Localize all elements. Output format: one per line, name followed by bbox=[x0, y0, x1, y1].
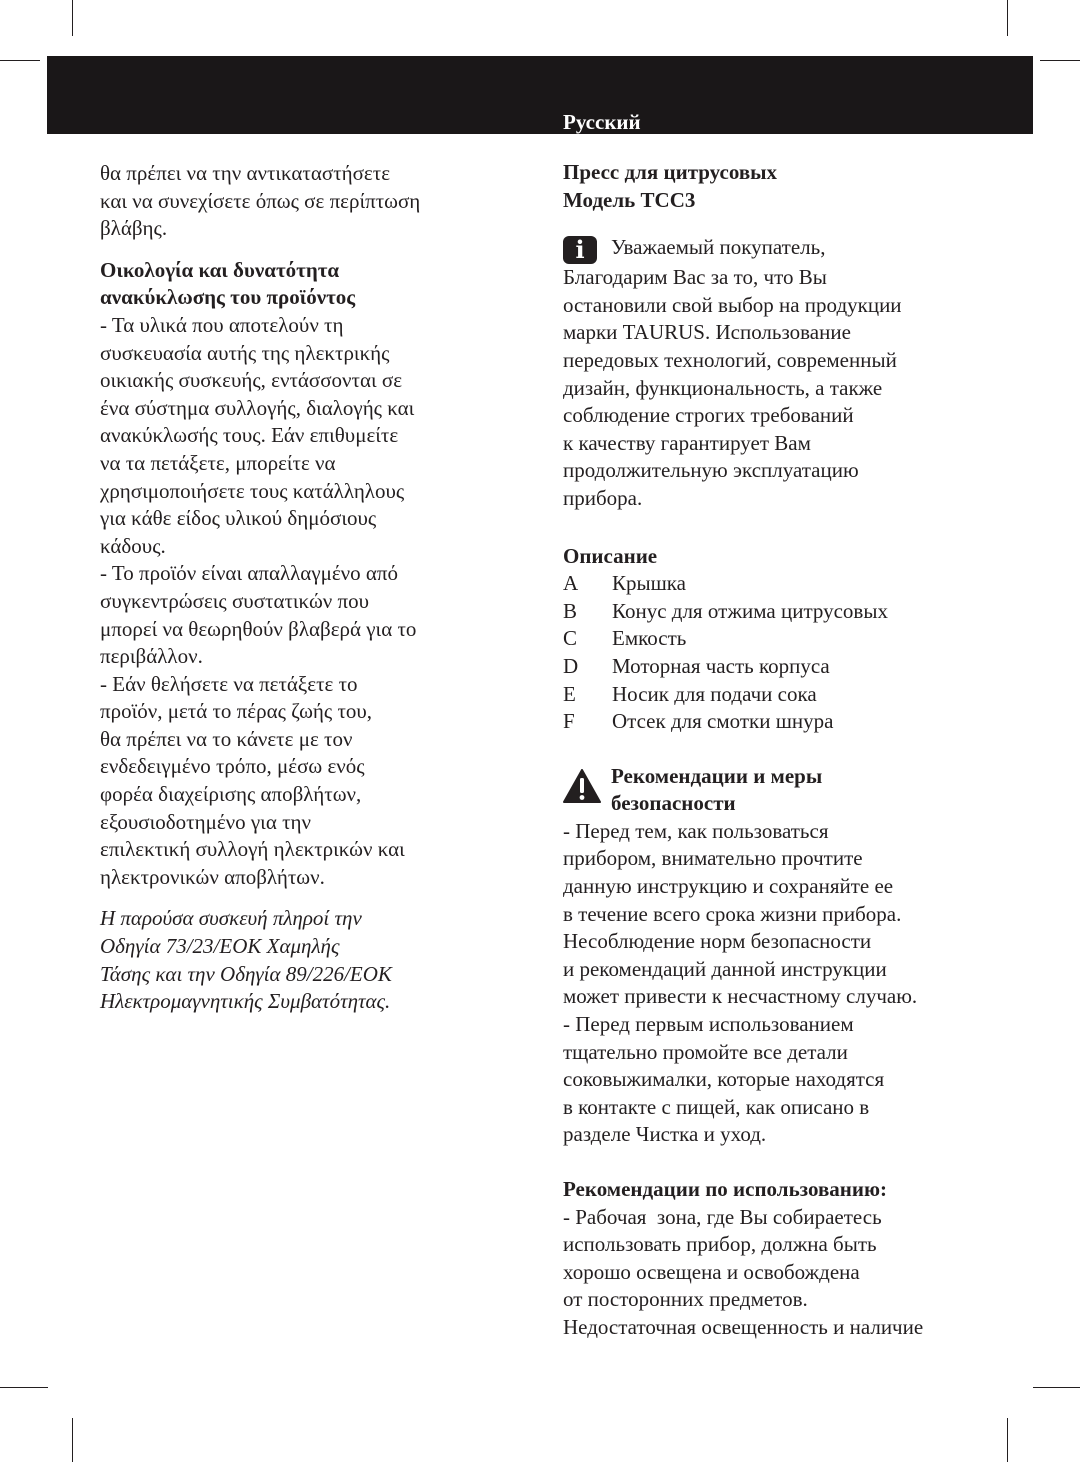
text-line: соблюдение строгих требований bbox=[563, 403, 854, 428]
text-line: κάδους. bbox=[100, 533, 166, 558]
greeting-first-line bbox=[563, 234, 1033, 264]
text-line: - Το προϊόν είναι απαλλαγμένο από bbox=[100, 561, 399, 586]
text-line: марки TAURUS. Использование bbox=[563, 320, 851, 345]
text-line: Благодарим Вас за то, что Вы bbox=[563, 265, 827, 290]
heading-line: Οικολογία και δυνατότητα bbox=[100, 257, 340, 282]
text-line: προϊόν, μετά το πέρας ζωής του, bbox=[100, 699, 373, 724]
text-line: от посторонних предметов. bbox=[563, 1287, 808, 1312]
usage-text bbox=[563, 1204, 1033, 1342]
text-line: συγκεντρώσεις συστατικών που bbox=[100, 588, 370, 613]
text-line: Ηλεκτρομαγνητικής Συμβατότητας. bbox=[100, 989, 391, 1014]
description-heading: Описание bbox=[563, 543, 658, 568]
text-line: περιβάλλον. bbox=[100, 644, 203, 669]
item-letter: D bbox=[563, 653, 579, 678]
greeting-text bbox=[563, 234, 1033, 512]
item-text: Носик для подачи сока bbox=[612, 681, 817, 706]
text-line: может привести к несчастному случаю. bbox=[563, 984, 918, 1009]
text-line: χρησιμοποιήσετε τους κατάλληλους bbox=[100, 478, 405, 503]
heading-line: Рекомендации и меры bbox=[611, 763, 823, 788]
item-text: Емкость bbox=[612, 626, 687, 651]
text-line: ένα σύστημα συλλογής, διαλογής και bbox=[100, 395, 415, 420]
language-label: Русский bbox=[563, 110, 641, 134]
description-list bbox=[563, 570, 1033, 736]
text-line: θα πρέπει να την αντικαταστήσετε bbox=[100, 161, 391, 185]
text-line: ηλεκτρονικών αποβλήτων. bbox=[100, 864, 325, 889]
item-letter: C bbox=[563, 626, 578, 651]
crop-mark bbox=[1007, 0, 1008, 36]
text-line: к качеству гарантирует Вам bbox=[563, 430, 811, 455]
ecology-heading bbox=[100, 257, 530, 312]
item-letter: E bbox=[563, 681, 576, 706]
text-line: прибором, внимательно прочтите bbox=[563, 846, 863, 871]
text-line: Οδηγία 73/23/ΕΟΚ Χαμηλής bbox=[100, 934, 340, 959]
text-line: прибора. bbox=[563, 485, 643, 510]
text-line: Уважаемый покупатель, bbox=[611, 235, 826, 260]
text-line: Несоблюдение норм безопасности bbox=[563, 929, 872, 954]
item-letter: A bbox=[563, 571, 579, 596]
text-line: данную инструкцию и сохраняйте ее bbox=[563, 874, 894, 899]
crop-mark bbox=[72, 1418, 73, 1462]
text-line: και να συνεχίσετε όπως σε περίπτωση bbox=[100, 188, 421, 213]
text-line: - Τα υλικά που αποτελούν τη bbox=[100, 312, 344, 337]
text-line: οικιακής συσκευής, εντάσσονται σε bbox=[100, 368, 403, 393]
text-line: в контакте с пищей, как описано в bbox=[563, 1094, 870, 1119]
item-letter: B bbox=[563, 598, 578, 623]
text-line: εξουσιοδοτημένο για την bbox=[100, 809, 312, 834]
list-item bbox=[563, 570, 1033, 598]
item-text: Конус для отжима цитрусовых bbox=[612, 598, 888, 623]
text-line: βλάβης. bbox=[100, 216, 168, 241]
item-letter: F bbox=[563, 709, 575, 734]
text-line: тщательно промойте все детали bbox=[563, 1039, 848, 1064]
text-line: να τα πετάξετε, μπορείτε να bbox=[100, 450, 336, 475]
text-line: ενδεδειγμένο τρόπο, μέσω ενός bbox=[100, 754, 365, 779]
text-line: συσκευασία αυτής της ηλεκτρικής bbox=[100, 340, 390, 365]
text-line: остановили свой выбор на продукции bbox=[563, 292, 902, 317]
text-line: в течение всего срока жизни прибора. bbox=[563, 901, 902, 926]
ecology-text bbox=[100, 312, 530, 891]
left-column bbox=[100, 160, 530, 1016]
text-line: использовать прибор, должна быть bbox=[563, 1232, 877, 1257]
item-text: Крышка bbox=[612, 571, 686, 596]
crop-mark bbox=[0, 1387, 48, 1388]
crop-mark bbox=[0, 60, 40, 61]
text-line: για κάθε είδος υλικού δημόσιους bbox=[100, 506, 377, 531]
text-line: Η παρούσα συσκευή πληροί την bbox=[100, 906, 362, 931]
crop-mark bbox=[1007, 1418, 1008, 1462]
text-line: соковыжималки, которые находятся bbox=[563, 1067, 885, 1092]
heading-line: ανακύκλωσης του προϊόντος bbox=[100, 285, 356, 310]
text-line: Недостаточная освещенность и наличие bbox=[563, 1314, 924, 1339]
list-item bbox=[563, 653, 1033, 681]
directive-text bbox=[100, 905, 530, 1015]
text-line: - Εάν θελήσετε να πετάξετε το bbox=[100, 671, 358, 696]
text-line: и рекомендаций данной инструкции bbox=[563, 956, 887, 981]
safety-text bbox=[563, 818, 1033, 1149]
text-line: ανακύκλωσής τους. Εάν επιθυμείτε bbox=[100, 423, 399, 448]
list-item bbox=[563, 708, 1033, 736]
text-line: хорошо освещена и освобождена bbox=[563, 1259, 860, 1284]
text-line: передовых технологий, современный bbox=[563, 347, 897, 372]
safety-heading bbox=[563, 763, 1033, 818]
title-line: Модель TCC3 bbox=[563, 187, 696, 212]
text-line: продолжительную эксплуатацию bbox=[563, 458, 859, 483]
text-line: - Перед тем, как пользоваться bbox=[563, 818, 829, 843]
list-item bbox=[563, 598, 1033, 626]
warning-icon bbox=[563, 769, 601, 803]
text-line: επιλεκτική συλλογή ηλεκτρικών και bbox=[100, 837, 405, 862]
text-line: разделе Чистка и уход. bbox=[563, 1122, 767, 1147]
crop-mark bbox=[72, 0, 73, 36]
list-item bbox=[563, 625, 1033, 653]
crop-mark bbox=[1033, 1387, 1080, 1388]
heading-line: безопасности bbox=[611, 791, 736, 816]
text-line: μπορεί να θεωρηθούν βλαβερά για το bbox=[100, 616, 417, 641]
info-icon: i bbox=[563, 236, 597, 264]
item-text: Моторная часть корпуса bbox=[612, 653, 830, 678]
usage-heading: Рекомендации по использованию: bbox=[563, 1177, 888, 1201]
intro-text bbox=[100, 160, 530, 243]
list-item bbox=[563, 681, 1033, 709]
item-text: Отсек для смотки шнура bbox=[612, 709, 834, 734]
crop-mark bbox=[1040, 60, 1080, 61]
text-line: - Перед первым использованием bbox=[563, 1012, 854, 1037]
text-line: θα πρέπει να το κάνετε με τον bbox=[100, 726, 353, 751]
text-line: дизайн, функциональность, а также bbox=[563, 375, 883, 400]
text-line: - Рабочая зона, где Вы собираетесь bbox=[563, 1204, 882, 1229]
header-bar bbox=[47, 56, 1033, 134]
text-line: Τάσης και την Οδηγία 89/226/ΕΟΚ bbox=[100, 961, 392, 986]
text-line: φορέα διαχείρισης αποβλήτων, bbox=[100, 782, 362, 807]
right-column bbox=[563, 159, 1033, 1342]
product-title bbox=[563, 159, 1033, 214]
title-line: Пресс для цитрусовых bbox=[563, 160, 778, 184]
